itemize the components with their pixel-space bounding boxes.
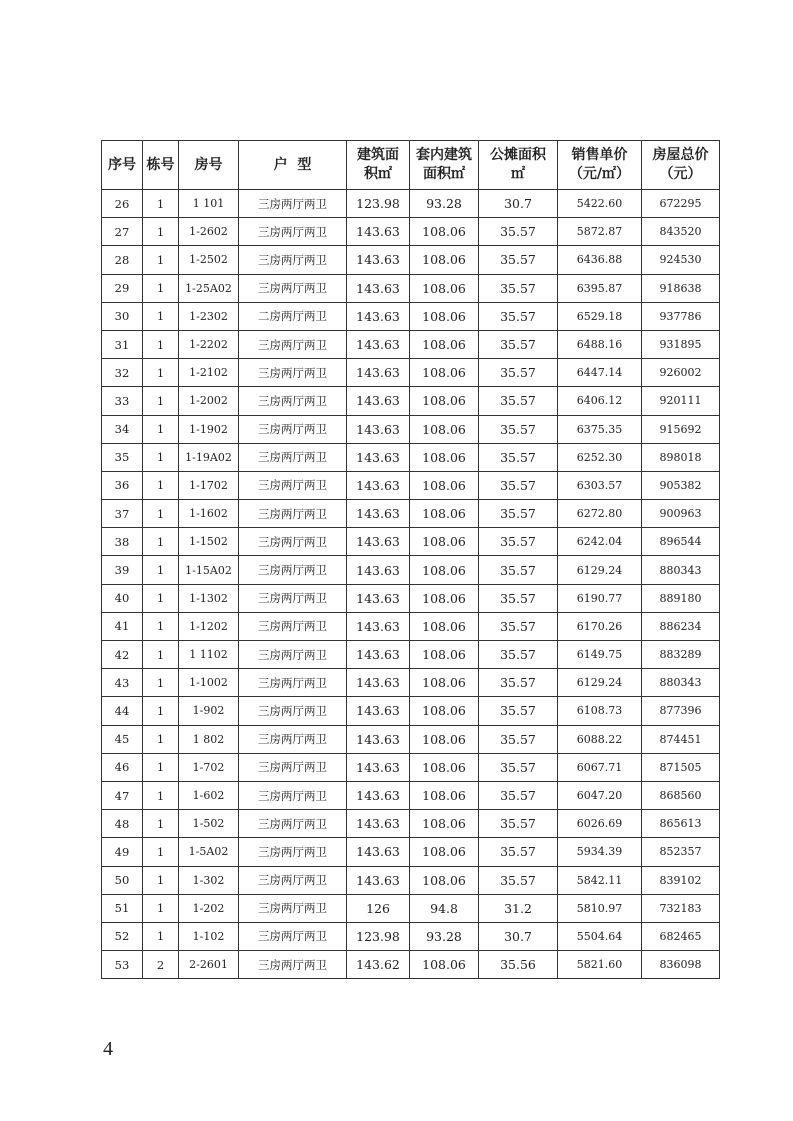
cell-unit-price: 6067.71 [558,753,642,781]
cell-unit-price: 6488.16 [558,330,642,358]
cell-index: 40 [102,584,143,612]
cell-room: 1-1502 [179,528,239,556]
cell-building: 1 [143,866,179,894]
cell-unit-price: 5422.60 [558,190,642,218]
cell-shared-area: 35.57 [479,669,558,697]
cell-shared-area: 35.57 [479,415,558,443]
cell-room: 1-25A02 [179,274,239,302]
cell-index: 42 [102,641,143,669]
cell-room: 1-602 [179,781,239,809]
cell-index: 52 [102,922,143,950]
cell-building: 1 [143,556,179,584]
cell-unit-price: 6242.04 [558,528,642,556]
cell-shared-area: 35.57 [479,810,558,838]
cell-unit-price: 6108.73 [558,697,642,725]
cell-shared-area: 35.57 [479,753,558,781]
cell-total-price: 880343 [642,556,720,584]
cell-layout: 三房两厅两卫 [239,387,347,415]
table-row [102,443,720,471]
cell-layout: 三房两厅两卫 [239,951,347,979]
table-row [102,387,720,415]
cell-room: 1-902 [179,697,239,725]
cell-inner-area: 108.06 [410,810,479,838]
cell-building: 1 [143,359,179,387]
cell-shared-area: 35.57 [479,387,558,415]
cell-shared-area: 35.57 [479,218,558,246]
cell-total-price: 898018 [642,443,720,471]
cell-shared-area: 31.2 [479,894,558,922]
cell-layout: 三房两厅两卫 [239,866,347,894]
cell-layout: 三房两厅两卫 [239,641,347,669]
cell-room: 1-1302 [179,584,239,612]
cell-unit-price: 6129.24 [558,669,642,697]
cell-gross-area: 126 [347,894,410,922]
cell-shared-area: 35.57 [479,330,558,358]
cell-index: 36 [102,471,143,499]
cell-inner-area: 108.06 [410,528,479,556]
cell-total-price: 871505 [642,753,720,781]
cell-index: 34 [102,415,143,443]
cell-gross-area: 143.63 [347,387,410,415]
cell-index: 41 [102,612,143,640]
cell-total-price: 918638 [642,274,720,302]
cell-gross-area: 143.63 [347,866,410,894]
cell-building: 1 [143,641,179,669]
cell-total-price: 905382 [642,471,720,499]
cell-unit-price: 6395.87 [558,274,642,302]
cell-unit-price: 6529.18 [558,302,642,330]
cell-total-price: 836098 [642,951,720,979]
cell-gross-area: 143.63 [347,218,410,246]
cell-layout: 三房两厅两卫 [239,246,347,274]
cell-building: 1 [143,781,179,809]
cell-layout: 三房两厅两卫 [239,894,347,922]
cell-shared-area: 35.57 [479,500,558,528]
cell-layout: 三房两厅两卫 [239,781,347,809]
table-row [102,302,720,330]
cell-index: 44 [102,697,143,725]
cell-shared-area: 30.7 [479,922,558,950]
cell-inner-area: 108.06 [410,866,479,894]
cell-unit-price: 6303.57 [558,471,642,499]
cell-inner-area: 93.28 [410,190,479,218]
cell-gross-area: 143.63 [347,838,410,866]
cell-inner-area: 108.06 [410,697,479,725]
cell-building: 1 [143,330,179,358]
cell-total-price: 883289 [642,641,720,669]
table-row [102,528,720,556]
cell-building: 2 [143,951,179,979]
cell-building: 1 [143,753,179,781]
cell-total-price: 926002 [642,359,720,387]
cell-shared-area: 35.57 [479,697,558,725]
cell-room: 1 101 [179,190,239,218]
cell-inner-area: 108.06 [410,274,479,302]
price-table [101,140,720,979]
cell-total-price: 896544 [642,528,720,556]
cell-shared-area: 35.57 [479,302,558,330]
cell-gross-area: 143.63 [347,753,410,781]
cell-shared-area: 35.57 [479,556,558,584]
cell-shared-area: 35.57 [479,838,558,866]
cell-gross-area: 143.63 [347,556,410,584]
cell-building: 1 [143,274,179,302]
cell-total-price: 852357 [642,838,720,866]
cell-index: 31 [102,330,143,358]
cell-layout: 三房两厅两卫 [239,922,347,950]
header-row [102,141,720,190]
table-row [102,866,720,894]
cell-total-price: 843520 [642,218,720,246]
cell-gross-area: 143.63 [347,500,410,528]
cell-index: 37 [102,500,143,528]
cell-room: 2-2601 [179,951,239,979]
table-row [102,471,720,499]
cell-shared-area: 35.57 [479,274,558,302]
cell-gross-area: 143.63 [347,641,410,669]
cell-index: 35 [102,443,143,471]
cell-building: 1 [143,894,179,922]
cell-gross-area: 143.63 [347,330,410,358]
table-row [102,951,720,979]
cell-layout: 三房两厅两卫 [239,443,347,471]
header-index: 序号 [102,141,143,190]
cell-layout: 三房两厅两卫 [239,584,347,612]
cell-shared-area: 35.57 [479,443,558,471]
cell-index: 32 [102,359,143,387]
cell-building: 1 [143,584,179,612]
table-row [102,612,720,640]
cell-index: 49 [102,838,143,866]
cell-inner-area: 108.06 [410,556,479,584]
cell-layout: 三房两厅两卫 [239,471,347,499]
cell-index: 46 [102,753,143,781]
cell-gross-area: 143.63 [347,246,410,274]
cell-shared-area: 35.57 [479,866,558,894]
table-row [102,838,720,866]
cell-building: 1 [143,810,179,838]
cell-room: 1-1202 [179,612,239,640]
cell-unit-price: 5821.60 [558,951,642,979]
cell-index: 28 [102,246,143,274]
cell-gross-area: 143.63 [347,810,410,838]
cell-total-price: 931895 [642,330,720,358]
cell-shared-area: 35.57 [479,641,558,669]
cell-building: 1 [143,246,179,274]
table-row [102,894,720,922]
cell-index: 39 [102,556,143,584]
cell-unit-price: 6026.69 [558,810,642,838]
table-row [102,781,720,809]
cell-inner-area: 108.06 [410,302,479,330]
cell-room: 1-2302 [179,302,239,330]
cell-gross-area: 143.63 [347,528,410,556]
cell-inner-area: 108.06 [410,753,479,781]
cell-gross-area: 143.63 [347,443,410,471]
cell-total-price: 672295 [642,190,720,218]
table-row [102,725,720,753]
cell-layout: 三房两厅两卫 [239,753,347,781]
cell-inner-area: 108.06 [410,246,479,274]
cell-inner-area: 108.06 [410,500,479,528]
cell-shared-area: 35.57 [479,781,558,809]
header-layout: 户 型 [239,141,347,190]
table-row [102,274,720,302]
cell-layout: 三房两厅两卫 [239,415,347,443]
cell-unit-price: 6047.20 [558,781,642,809]
cell-room: 1-202 [179,894,239,922]
cell-unit-price: 6088.22 [558,725,642,753]
cell-gross-area: 123.98 [347,922,410,950]
cell-unit-price: 6447.14 [558,359,642,387]
cell-building: 1 [143,612,179,640]
cell-building: 1 [143,528,179,556]
header-total-price: 房屋总价 （元） [642,141,720,190]
cell-gross-area: 143.63 [347,302,410,330]
cell-room: 1-2502 [179,246,239,274]
cell-unit-price: 6190.77 [558,584,642,612]
cell-index: 53 [102,951,143,979]
cell-gross-area: 123.98 [347,190,410,218]
header-gross-area: 建筑面 积㎡ [347,141,410,190]
table-body [102,190,720,979]
cell-building: 1 [143,218,179,246]
cell-gross-area: 143.63 [347,415,410,443]
cell-gross-area: 143.63 [347,612,410,640]
cell-unit-price: 6375.35 [558,415,642,443]
cell-room: 1-302 [179,866,239,894]
cell-building: 1 [143,471,179,499]
cell-inner-area: 108.06 [410,641,479,669]
cell-room: 1-502 [179,810,239,838]
cell-unit-price: 5504.64 [558,922,642,950]
cell-index: 45 [102,725,143,753]
cell-layout: 三房两厅两卫 [239,359,347,387]
cell-total-price: 915692 [642,415,720,443]
cell-index: 29 [102,274,143,302]
cell-shared-area: 35.57 [479,584,558,612]
cell-inner-area: 108.06 [410,443,479,471]
cell-index: 27 [102,218,143,246]
cell-total-price: 920111 [642,387,720,415]
cell-room: 1-702 [179,753,239,781]
cell-building: 1 [143,922,179,950]
cell-layout: 三房两厅两卫 [239,274,347,302]
cell-gross-area: 143.63 [347,274,410,302]
cell-total-price: 937786 [642,302,720,330]
cell-index: 43 [102,669,143,697]
cell-total-price: 877396 [642,697,720,725]
cell-shared-area: 35.57 [479,471,558,499]
cell-building: 1 [143,500,179,528]
cell-total-price: 874451 [642,725,720,753]
cell-room: 1-2202 [179,330,239,358]
cell-gross-area: 143.63 [347,584,410,612]
cell-building: 1 [143,725,179,753]
cell-room: 1-1602 [179,500,239,528]
cell-room: 1 1102 [179,641,239,669]
cell-inner-area: 108.06 [410,584,479,612]
cell-index: 47 [102,781,143,809]
cell-layout: 三房两厅两卫 [239,838,347,866]
cell-inner-area: 94.8 [410,894,479,922]
cell-shared-area: 35.57 [479,725,558,753]
table-row [102,330,720,358]
cell-inner-area: 108.06 [410,471,479,499]
cell-room: 1-2602 [179,218,239,246]
cell-inner-area: 108.06 [410,415,479,443]
cell-gross-area: 143.63 [347,781,410,809]
table-row [102,641,720,669]
cell-inner-area: 108.06 [410,612,479,640]
cell-index: 30 [102,302,143,330]
cell-room: 1-1002 [179,669,239,697]
cell-total-price: 839102 [642,866,720,894]
cell-index: 51 [102,894,143,922]
cell-unit-price: 6149.75 [558,641,642,669]
cell-total-price: 880343 [642,669,720,697]
cell-layout: 三房两厅两卫 [239,725,347,753]
cell-layout: 三房两厅两卫 [239,218,347,246]
cell-total-price: 889180 [642,584,720,612]
table-row [102,810,720,838]
cell-building: 1 [143,443,179,471]
cell-unit-price: 6436.88 [558,246,642,274]
table-row [102,697,720,725]
cell-shared-area: 35.57 [479,246,558,274]
cell-layout: 三房两厅两卫 [239,500,347,528]
cell-shared-area: 35.57 [479,612,558,640]
header-shared-area: 公摊面积 ㎡ [479,141,558,190]
cell-layout: 三房两厅两卫 [239,330,347,358]
cell-inner-area: 108.06 [410,359,479,387]
table-row [102,584,720,612]
cell-total-price: 868560 [642,781,720,809]
table-row [102,500,720,528]
cell-inner-area: 108.06 [410,387,479,415]
table-row [102,246,720,274]
cell-inner-area: 108.06 [410,838,479,866]
header-unit-price: 销售单价 （元/㎡） [558,141,642,190]
table-row [102,922,720,950]
cell-unit-price: 5810.97 [558,894,642,922]
cell-gross-area: 143.63 [347,697,410,725]
header-inner-area: 套内建筑 面积㎡ [410,141,479,190]
cell-layout: 二房两厅两卫 [239,302,347,330]
cell-index: 38 [102,528,143,556]
cell-building: 1 [143,697,179,725]
cell-room: 1-2102 [179,359,239,387]
cell-shared-area: 35.56 [479,951,558,979]
table-row [102,669,720,697]
cell-inner-area: 93.28 [410,922,479,950]
cell-index: 33 [102,387,143,415]
page-number: 4 [103,1038,113,1060]
cell-gross-area: 143.63 [347,471,410,499]
cell-room: 1-15A02 [179,556,239,584]
cell-unit-price: 5934.39 [558,838,642,866]
cell-inner-area: 108.06 [410,218,479,246]
cell-unit-price: 6252.30 [558,443,642,471]
cell-index: 26 [102,190,143,218]
cell-building: 1 [143,190,179,218]
cell-unit-price: 6129.24 [558,556,642,584]
cell-gross-area: 143.63 [347,725,410,753]
cell-total-price: 682465 [642,922,720,950]
cell-unit-price: 6406.12 [558,387,642,415]
cell-inner-area: 108.06 [410,725,479,753]
cell-total-price: 900963 [642,500,720,528]
table-row [102,556,720,584]
cell-room: 1-19A02 [179,443,239,471]
cell-total-price: 886234 [642,612,720,640]
cell-layout: 三房两厅两卫 [239,810,347,838]
cell-room: 1-5A02 [179,838,239,866]
cell-total-price: 732183 [642,894,720,922]
cell-index: 50 [102,866,143,894]
cell-shared-area: 35.57 [479,359,558,387]
cell-index: 48 [102,810,143,838]
header-building: 栋号 [143,141,179,190]
cell-building: 1 [143,387,179,415]
cell-layout: 三房两厅两卫 [239,612,347,640]
table-row [102,218,720,246]
cell-total-price: 865613 [642,810,720,838]
cell-shared-area: 35.57 [479,528,558,556]
cell-room: 1-2002 [179,387,239,415]
cell-unit-price: 5842.11 [558,866,642,894]
cell-inner-area: 108.06 [410,951,479,979]
cell-gross-area: 143.63 [347,359,410,387]
cell-room: 1 802 [179,725,239,753]
cell-layout: 三房两厅两卫 [239,697,347,725]
cell-layout: 三房两厅两卫 [239,556,347,584]
cell-building: 1 [143,669,179,697]
cell-inner-area: 108.06 [410,781,479,809]
cell-room: 1-102 [179,922,239,950]
cell-inner-area: 108.06 [410,330,479,358]
cell-building: 1 [143,302,179,330]
cell-unit-price: 6272.80 [558,500,642,528]
table-row [102,415,720,443]
cell-unit-price: 6170.26 [558,612,642,640]
cell-gross-area: 143.63 [347,669,410,697]
cell-inner-area: 108.06 [410,669,479,697]
table-row [102,190,720,218]
cell-room: 1-1902 [179,415,239,443]
cell-total-price: 924530 [642,246,720,274]
cell-unit-price: 5872.87 [558,218,642,246]
cell-building: 1 [143,415,179,443]
cell-gross-area: 143.62 [347,951,410,979]
table-row [102,753,720,781]
cell-layout: 三房两厅两卫 [239,528,347,556]
cell-shared-area: 30.7 [479,190,558,218]
cell-room: 1-1702 [179,471,239,499]
header-room: 房号 [179,141,239,190]
cell-building: 1 [143,838,179,866]
cell-layout: 三房两厅两卫 [239,190,347,218]
cell-layout: 三房两厅两卫 [239,669,347,697]
table-row [102,359,720,387]
